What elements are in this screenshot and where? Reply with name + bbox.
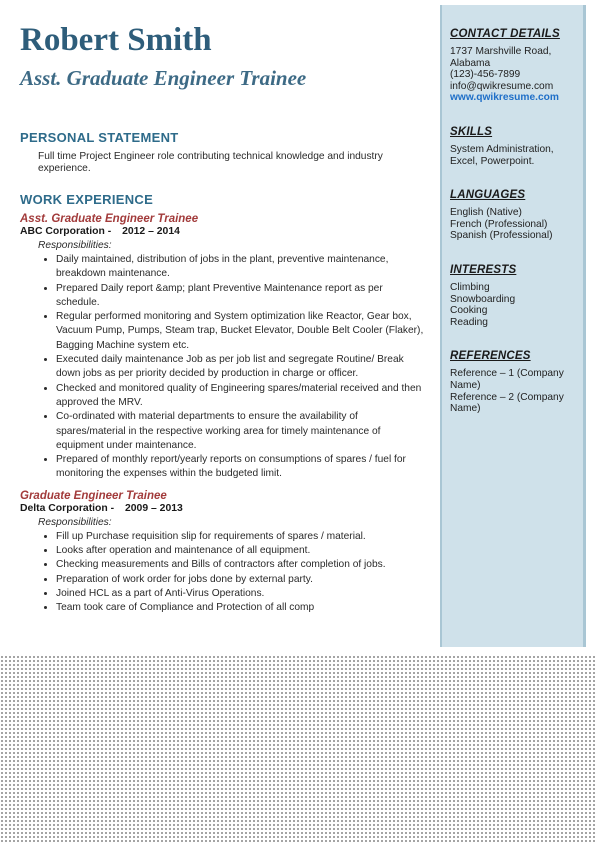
- references-section: [450, 350, 577, 414]
- job-entry: [20, 490, 425, 616]
- work-experience-heading: WORK EXPERIENCE: [20, 192, 154, 207]
- references-heading: REFERENCES: [450, 350, 531, 363]
- list-item: • Co-ordinated with material departments to ensure the availability of spares/material in the respective working area for timely maintenance of equipment under maintenance.: [56, 410, 425, 453]
- list-item: Name): [450, 403, 481, 415]
- list-item: • Checking measurements and Bills of contractors after completion of jobs.: [56, 558, 425, 572]
- list-item: • Daily maintained, distribution of jobs in the plant, preventive maintenance, breakdown maintenance.: [56, 253, 425, 282]
- list-item: Snowboarding: [450, 293, 516, 305]
- list-item: Spanish (Professional): [450, 230, 553, 242]
- list-item: Excel, Powerpoint.: [450, 155, 535, 167]
- job-dates: 2009 – 2013: [125, 502, 183, 514]
- company-name: Delta Corporation -: [20, 502, 115, 514]
- job-company: [20, 226, 425, 237]
- responsibilities-list: [20, 253, 425, 482]
- list-item: Reference – 1 (Company: [450, 368, 564, 380]
- job-title: Asst. Graduate Engineer Trainee: [20, 213, 199, 225]
- responsibilities-label: Responsibilities:: [38, 240, 112, 251]
- responsibilities-label: Responsibilities:: [38, 516, 112, 528]
- contact-heading: CONTACT DETAILS: [450, 28, 560, 40]
- main-column: [20, 130, 425, 624]
- list-item: • Fill up Purchase requisition slip for requirements of spares / material.: [56, 530, 425, 544]
- address-line: Alabama: [450, 57, 491, 69]
- languages-list: [450, 207, 577, 242]
- skills-list: [450, 144, 577, 167]
- list-item: Reference – 2 (Company: [450, 391, 564, 403]
- personal-statement-text: Full time Project Engineer role contributing technical knowledge and industry experience.: [38, 151, 383, 174]
- list-item: • Team took care of Compliance and Protection of all comp: [56, 601, 425, 615]
- personal-statement-heading: PERSONAL STATEMENT: [20, 130, 179, 145]
- job-company: [20, 503, 425, 514]
- candidate-title: Asst. Graduate Engineer Trainee: [20, 66, 307, 90]
- job-dates: 2012 – 2014: [122, 226, 180, 237]
- address-line: 1737 Marshville Road,: [450, 46, 552, 57]
- languages-heading: LANGUAGES: [450, 189, 526, 202]
- list-item: • Prepared of monthly report/yearly reports on consumptions of spares / fuel for monitoring the expenses within the budgeted limit.: [56, 453, 425, 482]
- interests-list: [450, 282, 577, 328]
- list-item: • Prepared Daily report &amp; plant Preventive Maintenance report as per schedule.: [56, 282, 425, 311]
- list-item: Reading: [450, 316, 488, 328]
- interests-section: [450, 264, 577, 328]
- interests-heading: INTERESTS: [450, 263, 517, 276]
- candidate-name: Robert Smith: [20, 22, 212, 58]
- job-title: Graduate Engineer Trainee: [20, 489, 167, 502]
- skills-heading: SKILLS: [450, 125, 493, 138]
- list-item: French (Professional): [450, 218, 548, 230]
- list-item: • Looks after operation and maintenance of all equipment.: [56, 544, 425, 558]
- email-address[interactable]: info@qwikresume.com: [450, 80, 554, 92]
- list-item: • Joined HCL as a part of Anti-Virus Operations.: [56, 587, 425, 601]
- references-list: [450, 368, 577, 414]
- list-item: English (Native): [450, 207, 522, 219]
- responsibilities-list: [20, 530, 425, 616]
- languages-section: [450, 189, 577, 242]
- website-link[interactable]: www.qwikresume.com: [450, 92, 559, 104]
- contact-section: [450, 28, 577, 104]
- list-item: Climbing: [450, 281, 490, 293]
- phone-number: (123)-456-7899: [450, 69, 521, 81]
- list-item: • Preparation of work order for jobs done by external party.: [56, 573, 425, 587]
- list-item: • Executed daily maintenance Job as per job list and segregate Routine/ Break down jobs as per priority decided by production in charge or officer.: [56, 353, 425, 382]
- dotted-overlay: [0, 655, 595, 842]
- list-item: System Administration,: [450, 143, 554, 155]
- list-item: Name): [450, 379, 481, 391]
- contact-details: [450, 46, 577, 104]
- list-item: • Checked and monitored quality of Engineering spares/material received and then approved the MRV.: [56, 382, 425, 411]
- company-name: ABC Corporation -: [20, 226, 112, 237]
- sidebar: [440, 5, 586, 647]
- list-item: Cooking: [450, 305, 488, 317]
- list-item: • Regular performed monitoring and System optimization like Reactor, Gear box, Vacuum Pump, Pumps, Steam trap, Bucket Elevator, Double Belt Cooler (Flaker), Bagging Machine system etc.: [56, 310, 425, 353]
- job-entry: [20, 213, 425, 482]
- skills-section: [450, 126, 577, 167]
